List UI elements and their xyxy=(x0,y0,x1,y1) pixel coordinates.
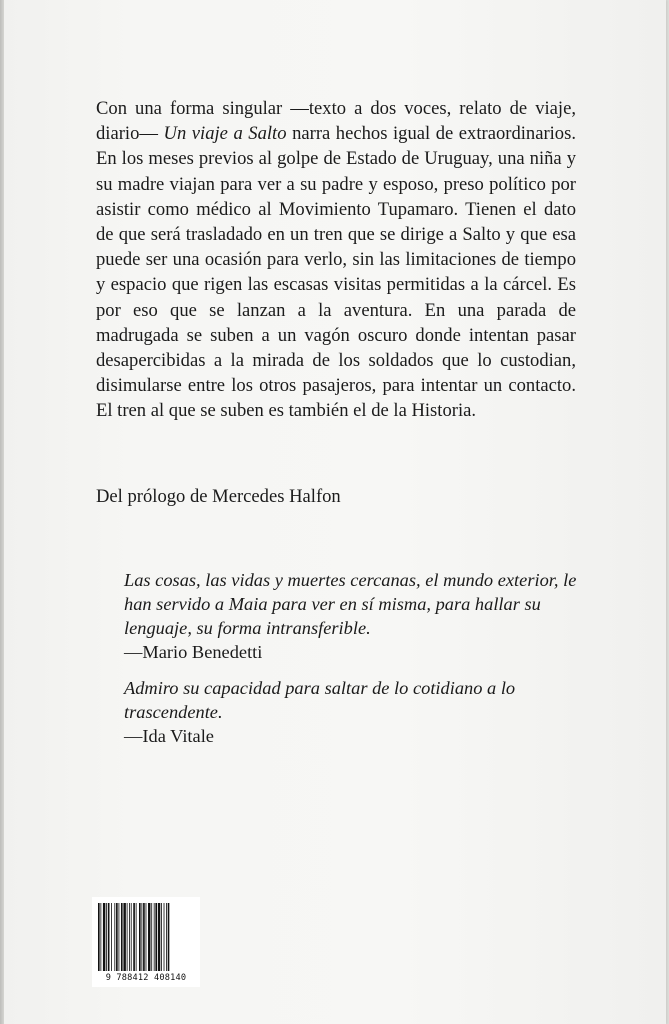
barcode-bar xyxy=(111,903,112,971)
blurb-text-rest: narra hechos igual de extraordinarios. En los meses previos al golpe de Estado de Uruguay, una niña y su madre viajan para ver a su padre y esposo, preso político por asistir como médico al Movimiento Tupamaro. Tienen el dato de que será trasladado en un tren que se dirige a Salto y que esa puede ser una ocasión para verlo, sin las limitaciones de tiempo y espacio que rigen las escasas visitas permitidas a la cárcel. Es por eso que se lanzan a la aventura. En una parada de madrugada se suben a un vagón oscuro donde intentan pasar desapercibidas a la mirada de los soldados que lo custodian, disimularse entre los otros pasajeros, para intentar un contacto. El tren al que se suben es también el de la Historia. xyxy=(96,123,576,422)
barcode-bar xyxy=(148,903,150,971)
barcode-bar xyxy=(100,903,101,971)
barcode-bar xyxy=(143,903,145,971)
barcode-bar xyxy=(161,903,162,971)
barcode-bar xyxy=(168,903,170,971)
isbn-barcode xyxy=(92,897,200,987)
blurb-text-start: Con una forma singular —texto a dos voces, relato de viaje, diario— xyxy=(96,98,576,145)
prologue-source: Del prólogo de Mercedes Halfon xyxy=(96,486,341,507)
barcode-bar xyxy=(106,903,107,971)
barcode-bar xyxy=(164,903,165,971)
barcode-bar xyxy=(133,903,135,971)
barcode-bars xyxy=(98,903,194,971)
barcode-bar xyxy=(166,903,167,971)
quote-author: —Ida Vitale xyxy=(124,726,214,746)
barcode-bar xyxy=(103,903,105,971)
barcode-bar xyxy=(155,903,157,971)
barcode-bar xyxy=(136,903,137,971)
quote-text: Las cosas, las vidas y muertes cercanas, el mundo exterior, le han servido a Maia para ver en sí misma, para hallar su lenguaje, su forma intransferible. xyxy=(124,570,577,638)
barcode-bar xyxy=(108,903,110,971)
barcode-bar xyxy=(131,903,132,971)
barcode-bar xyxy=(141,903,142,971)
book-title: Un viaje a Salto xyxy=(163,123,287,145)
isbn-number: 9 788412 408140 xyxy=(105,973,187,983)
quote-author: —Mario Benedetti xyxy=(124,642,263,662)
barcode-bar xyxy=(116,903,118,971)
barcode-bar xyxy=(119,903,120,971)
quote-benedetti xyxy=(124,568,594,664)
quote-vitale xyxy=(124,676,594,748)
barcode-bar xyxy=(146,903,147,971)
barcode-bar xyxy=(123,903,125,971)
barcode-bar xyxy=(121,903,123,971)
barcode-bar xyxy=(98,903,100,971)
barcode-bar xyxy=(127,903,128,971)
quote-text: Admiro su capacidad para saltar de lo cotidiano a lo trascendente. xyxy=(124,678,516,722)
barcode-bar xyxy=(139,903,141,971)
barcode-bar xyxy=(151,903,152,971)
barcode-bar xyxy=(129,903,130,971)
barcode-bar xyxy=(114,903,115,971)
barcode-bar xyxy=(154,903,155,971)
barcode-bar xyxy=(158,903,160,971)
back-cover-blurb xyxy=(96,96,576,424)
